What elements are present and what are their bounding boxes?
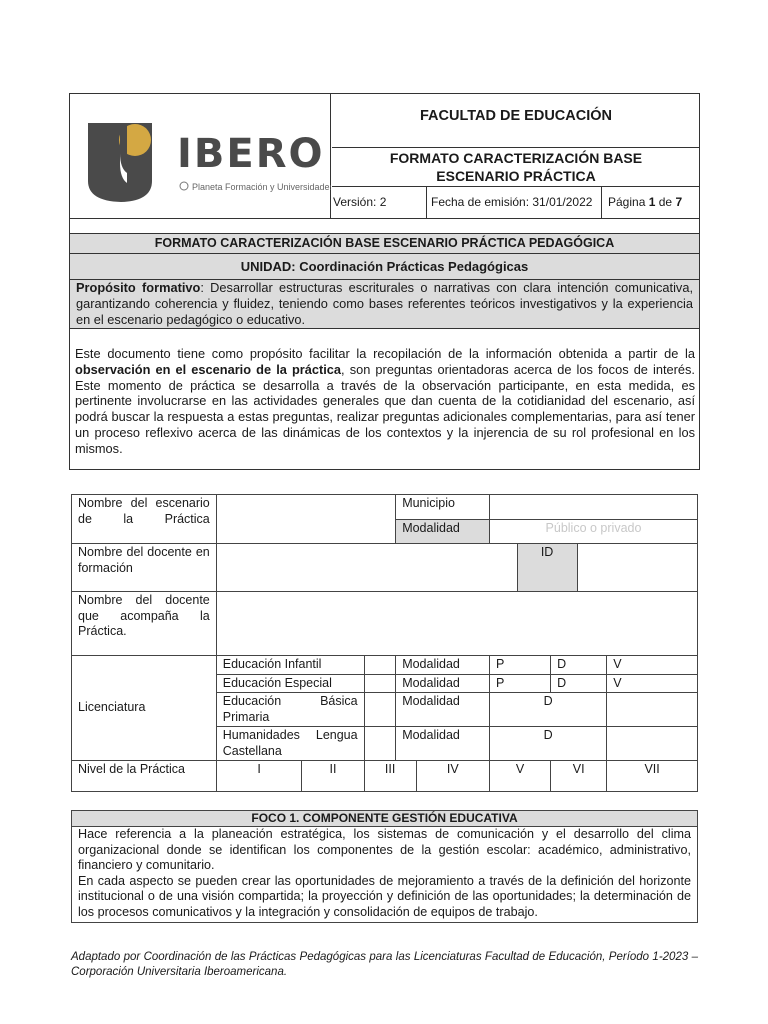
modalidad-label: Modalidad bbox=[396, 656, 490, 675]
mode-d: D bbox=[489, 727, 606, 761]
teacher-accompany-label: Nombre del docente que acompaña la Práctica. bbox=[72, 592, 217, 656]
program-check[interactable] bbox=[364, 727, 396, 761]
level-option[interactable]: V bbox=[489, 761, 550, 792]
foco-title: FOCO 1. COMPONENTE GESTIÓN EDUCATIVA bbox=[72, 811, 697, 827]
divider bbox=[69, 218, 700, 219]
mode-v: V bbox=[607, 656, 698, 675]
licenciatura-label: Licenciatura bbox=[72, 656, 217, 761]
modalidad-label: Modalidad bbox=[396, 693, 490, 727]
mode-d: D bbox=[489, 693, 606, 727]
id-label: ID bbox=[517, 544, 577, 592]
municipio-field[interactable] bbox=[489, 495, 697, 520]
logo-wordmark: IBERO bbox=[177, 131, 325, 177]
level-label: Nivel de la Práctica bbox=[72, 761, 217, 792]
program-label: Humanidades Lengua Castellana bbox=[216, 727, 364, 761]
divider bbox=[426, 186, 427, 218]
mode-d: D bbox=[551, 674, 607, 693]
program-label: Educación Especial bbox=[216, 674, 364, 693]
teacher-training-field[interactable] bbox=[216, 544, 517, 592]
divider bbox=[332, 186, 700, 187]
ibero-logo bbox=[69, 93, 331, 218]
program-check[interactable] bbox=[364, 693, 396, 727]
faculty-title: FACULTAD DE EDUCACIÓN bbox=[420, 108, 612, 124]
mode-p: P bbox=[489, 674, 550, 693]
modalidad-label: Modalidad bbox=[396, 674, 490, 693]
footer-note: Adaptado por Coordinación de las Prácticas Pedagógicas para las Licenciaturas Facultad de Educación, Período 1-2023 – Corporación Universitaria Iberoamericana. bbox=[71, 951, 698, 978]
scenario-name-label: Nombre del escenario de la Práctica bbox=[72, 495, 217, 544]
section-title: FORMATO CARACTERIZACIÓN BASE ESCENARIO PRÁCTICA PEDAGÓGICA bbox=[70, 234, 699, 253]
level-option[interactable]: III bbox=[364, 761, 416, 792]
mode-d: D bbox=[551, 656, 607, 675]
program-label: Educación Infantil bbox=[216, 656, 364, 675]
logo-cell bbox=[69, 93, 331, 218]
level-option[interactable]: I bbox=[216, 761, 302, 792]
format-title: FORMATO CARACTERIZACIÓN BASE ESCENARIO PRÁCTICA bbox=[389, 150, 643, 184]
divider bbox=[601, 186, 602, 218]
mode-empty bbox=[607, 693, 698, 727]
level-option[interactable]: VII bbox=[607, 761, 698, 792]
issue-date: Fecha de emisión: 31/01/2022 bbox=[431, 195, 593, 209]
description-paragraph: Este documento tiene como propósito facilitar la recopilación de la información obtenida a partir de la observación en el escenario de la práctica, son preguntas orientadoras acerca de los focos de interés. Este momento de práctica se desarrolla a través de la observación participante, en esta medida, es pertinente involucrarse en las actividades generales que dan cuenta de la cotidianidad del escenario, así podrá buscar la respuesta a estas preguntas, realizar preguntas adicionales complementarias, para así tener un proceso reflexivo acerca de las dinámicas de los contextos y la injerencia de su rol profesional en los mismos. bbox=[75, 346, 695, 456]
modalidad-field[interactable]: Público o privado bbox=[489, 520, 697, 544]
scenario-name-field[interactable] bbox=[216, 495, 395, 544]
program-label: Educación Básica Primaria bbox=[216, 693, 364, 727]
mode-p: P bbox=[489, 656, 550, 675]
program-check[interactable] bbox=[364, 656, 396, 675]
foco-section bbox=[71, 810, 698, 923]
version-label: Versión: 2 bbox=[333, 195, 387, 209]
id-field[interactable] bbox=[577, 544, 697, 592]
unit-title: UNIDAD: Coordinación Prácticas Pedagógicas bbox=[70, 254, 699, 279]
divider bbox=[332, 147, 700, 148]
level-option[interactable]: II bbox=[302, 761, 364, 792]
mode-empty bbox=[607, 727, 698, 761]
foco-body: Hace referencia a la planeación estratégica, los sistemas de comunicación y el desarrollo del clima organizacional donde se identifican los componentes de la gestión escolar: académico, administrativo, financiero y comunitario. En cada aspecto se pueden crear las oportunidades de mejoramiento a través de la definición del horizonte institucional o de una visión compartida; la proyección y definición de las oportunidades; la determinación de los procesos comunicativos y la integración y consolidación de equipos de trabajo. bbox=[78, 827, 691, 919]
modalidad-label: Modalidad bbox=[396, 520, 490, 544]
purpose-text: Propósito formativo: Desarrollar estructuras escriturales o narrativas con clara intención comunicativa, garantizando coherencia y fluidez, teniendo como bases referentes teóricos investigativos y la experiencia en el escenario pedagógico o educativo. bbox=[70, 280, 699, 328]
modalidad-label: Modalidad bbox=[396, 727, 490, 761]
mode-v: V bbox=[607, 674, 698, 693]
divider bbox=[69, 328, 700, 329]
level-option[interactable]: IV bbox=[416, 761, 489, 792]
teacher-accompany-field[interactable] bbox=[216, 592, 697, 656]
logo-subtitle: Planeta Formación y Universidades bbox=[192, 182, 331, 192]
program-check[interactable] bbox=[364, 674, 396, 693]
characterization-form bbox=[71, 494, 698, 792]
level-option[interactable]: VI bbox=[551, 761, 607, 792]
page-number: Página 1 de 7 bbox=[608, 195, 683, 209]
teacher-training-label: Nombre del docente en formación bbox=[72, 544, 217, 592]
municipio-label: Municipio bbox=[396, 495, 490, 520]
